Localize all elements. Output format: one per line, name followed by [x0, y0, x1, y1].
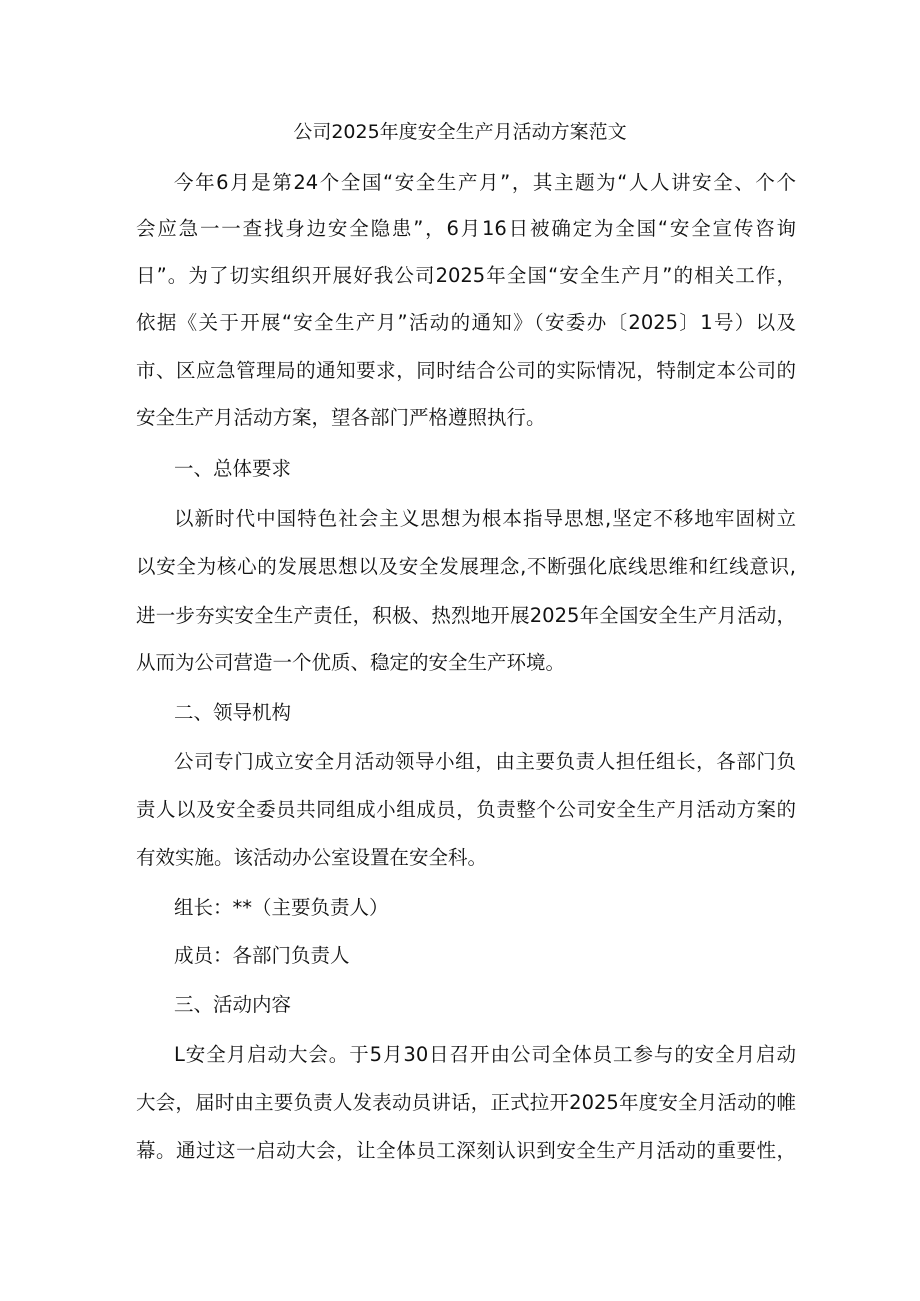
body-line: 会应急一一查找身边安全隐患”，6月16日被确定为全国“安全宣传咨询: [136, 217, 796, 240]
members-line: 成员：各部门负责人: [174, 944, 350, 967]
body-line: 安全生产月活动方案，望各部门严格遵照执行。: [136, 406, 546, 429]
body-line: 责人以及安全委员共同组成小组成员，负责整个公司安全生产月活动方案的: [136, 798, 796, 821]
section-heading: 三、活动内容: [174, 993, 292, 1016]
body-line: 市、区应急管理局的通知要求，同时结合公司的实际情况，特制定本公司的: [136, 359, 796, 382]
body-line: 公司专门成立安全月活动领导小组，由主要负责人担任组长，各部门负: [174, 750, 796, 773]
body-line: 依据《关于开展“安全生产月”活动的通知》（安委办〔2025〕1号）以及: [136, 311, 796, 334]
body-line: 有效实施。该活动办公室设置在安全科。: [136, 846, 488, 869]
body-line: 以安全为核心的发展思想以及安全发展理念,不断强化底线思维和红线意识,: [136, 555, 796, 578]
section-heading: 二、领导机构: [174, 701, 292, 724]
section-heading: 一、总体要求: [174, 457, 292, 480]
body-line: 今年6月是第24个全国“安全生产月”，其主题为“人人讲安全、个个: [174, 171, 796, 194]
body-line: 进一步夯实安全生产责任，积极、热烈地开展2025年全国安全生产月活动，: [136, 604, 796, 627]
body-line: 从而为公司营造一个优质、稳定的安全生产环境。: [136, 651, 566, 674]
body-line: 大会，届时由主要负责人发表动员讲话，正式拉开2025年度安全月活动的帷: [136, 1091, 796, 1114]
body-line: 幕。通过这一启动大会，让全体员工深刻认识到安全生产月活动的重要性，: [136, 1139, 796, 1162]
body-line: 以新时代中国特色社会主义思想为根本指导思想,坚定不移地牢固树立: [174, 507, 796, 530]
body-line: 日”。为了切实组织开展好我公司2025年全国“安全生产月”的相关工作，: [136, 264, 796, 287]
body-line: L安全月启动大会。于5月30日召开由公司全体员工参与的安全月启动: [174, 1043, 796, 1066]
document-title: 公司2025年度安全生产月活动方案范文: [293, 121, 627, 143]
leader-line: 组长：**（主要负责人）: [174, 896, 389, 919]
